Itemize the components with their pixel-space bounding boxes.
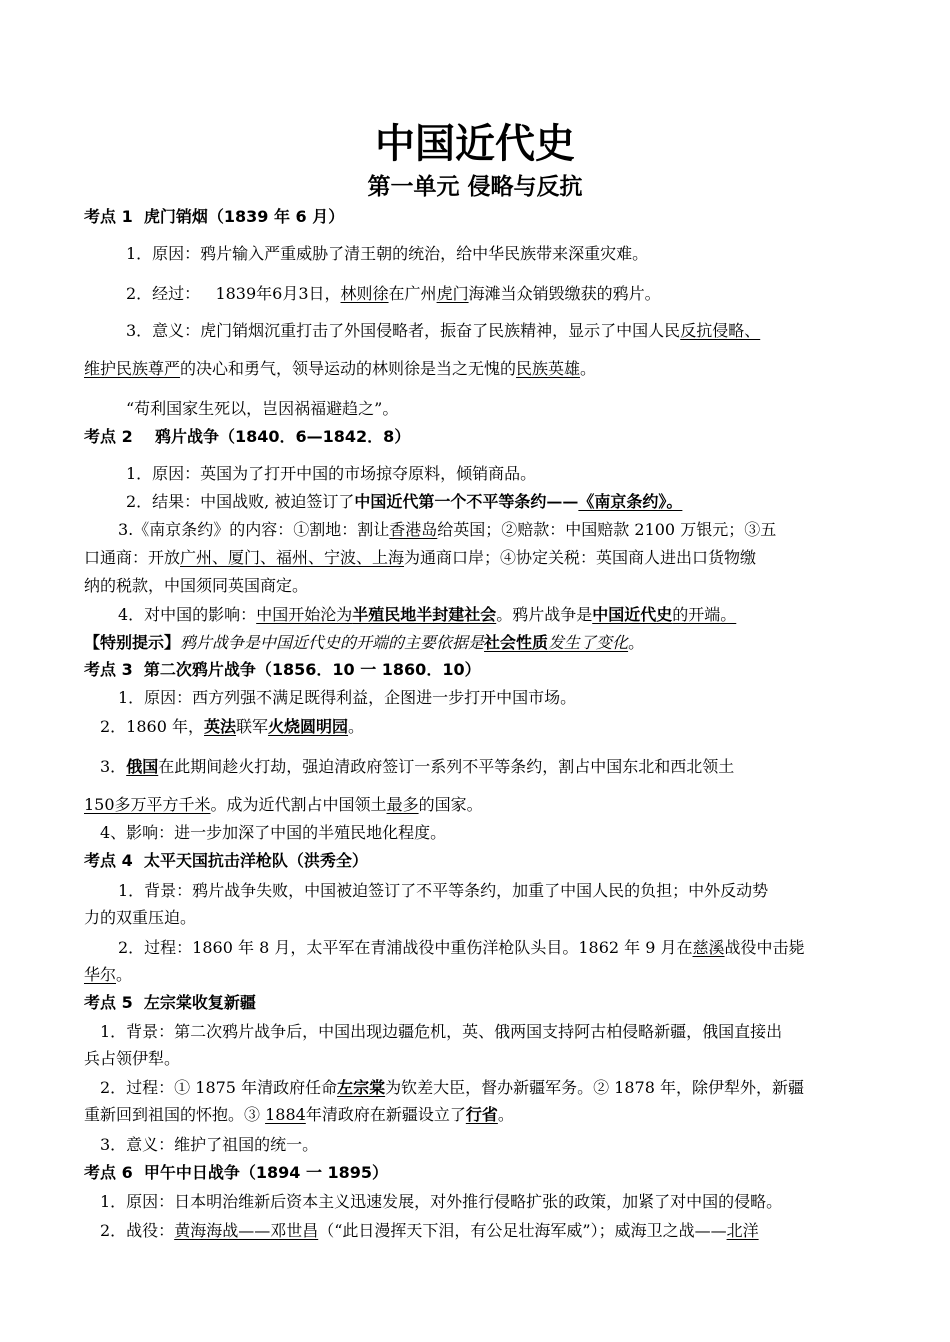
text-segment: 考点 3 第二次鸦片战争（1856．10 一 1860．10）: [84, 660, 481, 679]
underlined-text: 维护民族尊严: [84, 359, 181, 378]
underlined-text: 中国开始沦为: [256, 605, 353, 624]
underlined-text: 慈溪: [692, 938, 725, 957]
section-heading: [0, 992, 950, 1014]
text-segment: 纳的税款，中国须同英国商定。: [84, 576, 309, 595]
page-title: 中国近代史: [375, 121, 575, 167]
text-segment: 3.《南京条约》的内容：①割地：割让: [118, 520, 390, 539]
text-line: [0, 463, 950, 485]
section-heading: [0, 426, 950, 448]
text-line: [0, 398, 950, 420]
text-segment: 。: [580, 359, 597, 378]
text-segment: 。鸦片战争是: [496, 605, 593, 624]
text-line: [0, 358, 950, 380]
section-heading: [0, 659, 950, 681]
text-line: [0, 687, 950, 709]
underlined-text: 反抗侵略、: [680, 321, 761, 340]
text-line: [0, 1134, 950, 1156]
text-segment: 考点 2 鸦片战争（1840．6—1842．8）: [84, 427, 411, 446]
text-segment: （“此日漫挥天下泪，有公足壮海军威”）；威海卫之战——: [318, 1221, 727, 1240]
text-segment: 。成为近代割占中国领土: [210, 795, 387, 814]
text-segment: 3．: [100, 757, 127, 776]
text-segment: 【特别提示】: [84, 633, 181, 652]
text-line: [0, 1021, 950, 1043]
text-segment: 1．原因：日本明治维新后资本主义迅速发展，对外推行侵略扩张的政策，加紧了对中国的侵略。: [100, 1192, 783, 1211]
text-line: [0, 822, 950, 844]
section-heading: [0, 850, 950, 872]
text-line: [0, 756, 950, 778]
underlined-text: 左宗棠: [337, 1078, 386, 1097]
underlined-text: 社会性质: [484, 633, 549, 652]
text-line: [0, 320, 950, 342]
text-segment: 4、影响：进一步加深了中国的半殖民地化程度。: [100, 823, 447, 842]
text-segment: 考点 4 太平天国抗击洋枪队（洪秀全）: [84, 851, 368, 870]
text-line: [0, 604, 950, 626]
text-segment: 力的双重压迫。: [84, 908, 197, 927]
text-segment: 2．1860 年，: [100, 717, 204, 736]
underlined-text: 150多万平方千米: [84, 795, 211, 814]
text-line: [0, 1077, 950, 1099]
text-segment: 的国家。: [418, 795, 483, 814]
text-line: [0, 1220, 950, 1242]
text-line: [0, 964, 950, 986]
text-segment: 1．原因：西方列强不满足既得利益，企图进一步打开中国市场。: [118, 688, 577, 707]
underlined-text: 中国近代史: [592, 605, 673, 624]
text-line: [0, 1104, 950, 1126]
underlined-text: 半殖民地半封建社会: [352, 605, 497, 624]
underlined-text: 火烧圆明园: [268, 717, 349, 736]
text-segment: 鸦片战争是中国近代史的开端的主要依据是: [180, 633, 485, 652]
underlined-text: 黄海海战——邓世昌: [174, 1221, 319, 1240]
text-segment: 重新回到祖国的怀抱。③: [84, 1105, 266, 1124]
text-line: [0, 880, 950, 902]
text-segment: 兵占领伊犁。: [84, 1049, 181, 1068]
underlined-text: 民族英雄: [516, 359, 581, 378]
text-segment: 3．意义：虎门销烟沉重打击了外国侵略者，振奋了民族精神，显示了中国人民: [126, 321, 681, 340]
text-segment: 。: [497, 1105, 514, 1124]
text-segment: 在广州: [388, 284, 437, 303]
underlined-text: 英法: [204, 717, 237, 736]
text-segment: 为通商口岸；④协定关税：英国商人进出口货物缴: [404, 548, 757, 567]
text-segment: 的决心和勇气，领导运动的林则徐是当之无愧的: [180, 359, 517, 378]
text-line: [0, 1048, 950, 1070]
text-segment: 联军: [236, 717, 269, 736]
text-segment: 1．背景：第二次鸦片战争后，中国出现边疆危机，英、俄两国支持阿古柏侵略新疆，俄国直接出: [100, 1022, 783, 1041]
text-segment: 考点 6 甲午中日战争（1894 一 1895）: [84, 1163, 389, 1182]
text-line: [0, 519, 950, 541]
underlined-text: 的开端。: [672, 605, 737, 624]
text-segment: 1．原因：鸦片输入严重威胁了清王朝的统治，给中华民族带来深重灾难。: [126, 244, 649, 263]
underlined-text: 华尔: [84, 965, 117, 984]
underlined-text: 林则徐: [340, 284, 389, 303]
text-segment: 中国近代第一个不平等条约——: [354, 492, 579, 511]
underlined-text: 1884: [265, 1105, 306, 1124]
text-line: [0, 1191, 950, 1213]
underlined-text: 俄国: [126, 757, 159, 776]
section-heading: [0, 1162, 950, 1184]
underlined-text: 《南京条约》。: [578, 492, 683, 511]
text-segment: 。: [348, 717, 365, 736]
text-line: [0, 491, 950, 513]
text-segment: 考点 5 左宗棠收复新疆: [84, 993, 256, 1012]
text-segment: 2．战役：: [100, 1221, 175, 1240]
text-segment: “苟利国家生死以，岂因祸福避趋之”。: [126, 399, 399, 418]
text-line: [0, 907, 950, 929]
text-segment: 2．经过： 1839年6月3日，: [126, 284, 341, 303]
text-segment: 1．背景：鸦片战争失败，中国被迫签订了不平等条约，加重了中国人民的负担；中外反动势: [118, 881, 769, 900]
text-segment: 4．对中国的影响：: [118, 605, 257, 624]
text-segment: 1．原因：英国为了打开中国的市场掠夺原料，倾销商品。: [126, 464, 537, 483]
text-line: [0, 283, 950, 305]
text-line: [0, 575, 950, 597]
underlined-text: 行省: [465, 1105, 498, 1124]
text-line: [0, 937, 950, 959]
text-segment: 海滩当众销毁缴获的鸦片。: [468, 284, 661, 303]
underlined-text: 北洋: [726, 1221, 759, 1240]
text-segment: 2．过程：1860 年 8 月，太平军在青浦战役中重伤洋枪队头目。1862 年 9 月在: [118, 938, 693, 957]
text-segment: 2．结果：中国战败, 被迫签订了: [126, 492, 355, 511]
section-heading: [0, 206, 950, 228]
text-segment: 口通商：开放: [84, 548, 181, 567]
underlined-text: 广州、厦门、福州、宁波、上海: [180, 548, 405, 567]
underlined-text: 虎门: [436, 284, 469, 303]
text-segment: 。: [628, 633, 645, 652]
text-segment: 2．过程：① 1875 年清政府任命: [100, 1078, 338, 1097]
text-line: [0, 243, 950, 265]
text-line: [0, 794, 950, 816]
underlined-text: 最多: [386, 795, 419, 814]
text-segment: 年清政府在新疆设立了: [305, 1105, 466, 1124]
text-line: [0, 632, 950, 654]
text-segment: 考点 1 虎门销烟（1839 年 6 月）: [84, 207, 345, 226]
text-segment: 战役中击毙: [724, 938, 805, 957]
text-segment: 为钦差大臣，督办新疆军务。② 1878 年，除伊犁外，新疆: [385, 1078, 804, 1097]
text-line: [0, 547, 950, 569]
text-segment: 。: [116, 965, 133, 984]
underlined-text: 香港岛: [389, 520, 438, 539]
text-segment: 3．意义：维护了祖国的统一。: [100, 1135, 319, 1154]
text-segment: 在此期间趁火打劫，强迫清政府签订一系列不平等条约，割占中国东北和西北领土: [158, 757, 735, 776]
text-segment: 给英国；②赔款：中国赔款 2100 万银元；③五: [437, 520, 777, 539]
text-line: [0, 716, 950, 738]
unit-title: 第一单元 侵略与反抗: [367, 174, 583, 200]
underlined-text: 发生了变化: [548, 633, 629, 652]
